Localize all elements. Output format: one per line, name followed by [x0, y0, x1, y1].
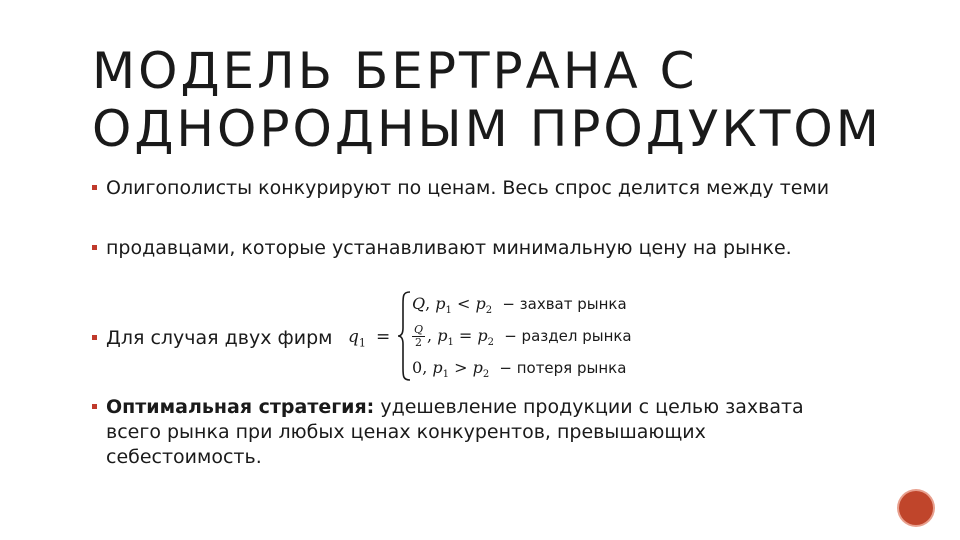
- case-p1: p: [437, 326, 448, 345]
- case-p1-subscript: 1: [447, 337, 454, 349]
- case-relation: =: [458, 326, 473, 345]
- formula-equals: =: [376, 327, 391, 347]
- bullet-square-icon: [92, 335, 97, 340]
- bullet-text: Олигополисты конкурируют по ценам. Весь спрос делится между теми: [106, 177, 830, 199]
- bullet-square-icon: [92, 185, 97, 190]
- case-fraction: [412, 324, 425, 349]
- left-brace-icon: [396, 290, 412, 382]
- slide-title: МОДЕЛЬ БЕРТРАНА С ОДНОРОДНЫМ ПРОДУКТОМ: [92, 42, 882, 158]
- bullet-item: [92, 176, 852, 201]
- case-p2-subscript: 2: [485, 305, 493, 317]
- case-p1-subscript: 1: [442, 369, 449, 381]
- fraction-numerator: Q: [414, 323, 424, 336]
- bertrand-formula: [348, 290, 668, 382]
- case-p1: p: [435, 294, 446, 313]
- formula-case-capture: Q, $p_1 < p_2$ − захват рынка: [412, 294, 627, 317]
- bullet-item: [92, 236, 852, 261]
- fraction-denominator: 2: [415, 336, 423, 349]
- case-p2: p: [475, 294, 486, 313]
- bullet-bold-lead: Оптимальная стратегия:: [106, 396, 375, 418]
- bullet-item: [92, 395, 852, 470]
- case-p2: p: [477, 326, 488, 345]
- case-p2-subscript: 2: [487, 337, 495, 349]
- case-value: Q: [412, 294, 426, 313]
- bullet-text: Для случая двух фирм: [106, 327, 333, 349]
- bullet-square-icon: [92, 404, 97, 409]
- bullet-square-icon: [92, 245, 97, 250]
- formula-lhs-subscript: 1: [358, 336, 366, 350]
- case-description: − раздел рынка: [504, 327, 632, 345]
- bullet-text: продавцами, которые устанавливают минимальную цену на рынке.: [106, 237, 792, 259]
- slide-number-badge: [899, 491, 933, 525]
- case-p1-subscript: 1: [445, 305, 452, 317]
- formula-lhs-symbol: q: [348, 327, 359, 347]
- case-p2: p: [472, 358, 483, 377]
- case-relation: >: [454, 358, 468, 377]
- bullet-body: удешевление продукции с целью захвата всего рынка при любых ценах конкурентов, превышающих себестоимость.: [106, 396, 804, 468]
- bullet-text: [92, 395, 852, 470]
- case-p2-subscript: 2: [482, 369, 490, 381]
- case-p1: p: [432, 358, 443, 377]
- formula-case-loss: 0, $p_1 > p_2$ − потеря рынка: [412, 358, 627, 381]
- case-value: 0: [412, 358, 423, 377]
- case-description: − захват рынка: [502, 295, 627, 313]
- formula-lhs: [348, 327, 366, 349]
- case-relation: <: [457, 294, 471, 313]
- case-description: − потеря рынка: [499, 359, 627, 377]
- formula-case-split: $\frac{Q}{2}$ , $p_1 = p_2$ − раздел рынка: [414, 323, 632, 349]
